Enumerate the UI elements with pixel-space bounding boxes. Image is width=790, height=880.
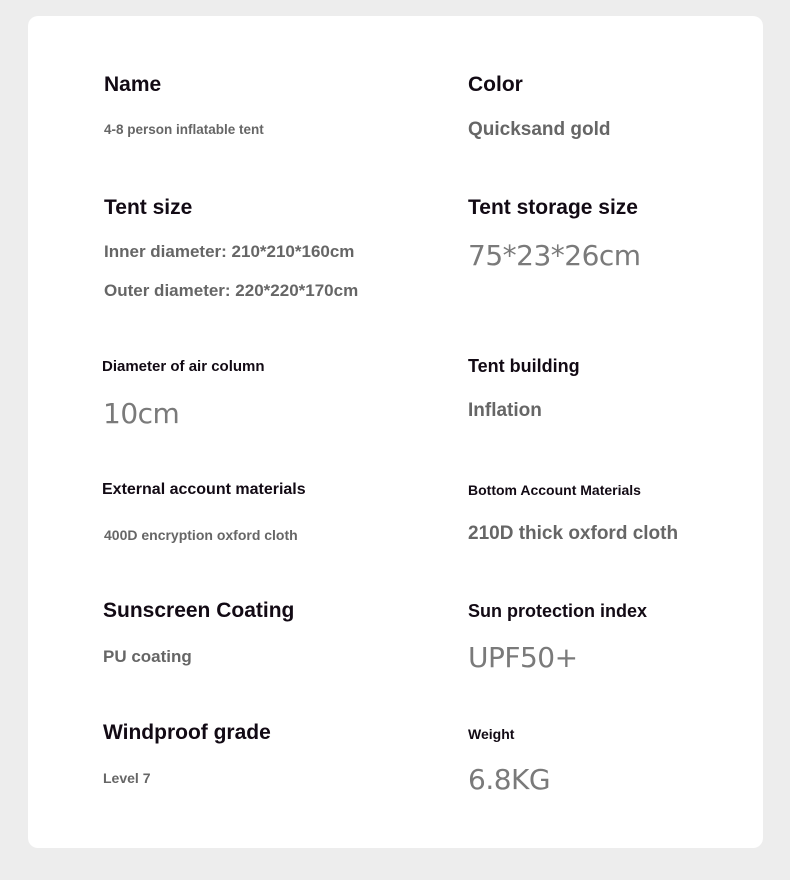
spec-label: Diameter of air column xyxy=(102,358,265,375)
spec-value: PU coating xyxy=(103,647,192,666)
spec-label: Name xyxy=(104,73,162,96)
spec-value: 6.8KG xyxy=(468,763,551,796)
spec-sunscreen-coating xyxy=(103,600,294,621)
spec-external-materials xyxy=(102,482,306,498)
spec-tent-building xyxy=(468,357,580,375)
spec-value: UPF50+ xyxy=(468,641,578,674)
spec-tent-size xyxy=(104,197,192,218)
spec-label: Tent size xyxy=(104,196,193,219)
spec-weight-value-wrap xyxy=(468,763,551,796)
spec-value: 75*23*26cm xyxy=(468,239,641,272)
spec-bottom-materials-value-wrap xyxy=(468,524,678,543)
spec-sunscreen-coating-value-wrap xyxy=(103,648,192,665)
spec-value: 4-8 person inflatable tent xyxy=(104,122,264,137)
spec-value: Inner diameter: 210*210*160cm xyxy=(104,242,355,261)
spec-value: Level 7 xyxy=(103,770,151,786)
spec-label: Tent storage size xyxy=(468,196,638,219)
spec-name xyxy=(104,74,161,95)
spec-bottom-materials xyxy=(468,483,641,497)
spec-tent-size-inner xyxy=(104,243,354,260)
spec-label: Weight xyxy=(468,726,515,742)
spec-tent-size-outer xyxy=(104,282,358,299)
spec-label: Tent building xyxy=(468,356,580,376)
spec-value: 10cm xyxy=(103,397,180,430)
spec-windproof-grade-value-wrap xyxy=(103,771,150,785)
spec-external-materials-value-wrap xyxy=(104,528,298,542)
spec-label: External account materials xyxy=(102,481,306,498)
spec-sun-protection-index xyxy=(468,602,647,620)
spec-value: 400D encryption oxford cloth xyxy=(104,527,298,543)
spec-label: Bottom Account Materials xyxy=(468,482,641,498)
spec-color xyxy=(468,74,523,95)
spec-air-column-value-wrap xyxy=(103,397,180,430)
spec-tent-storage-size-value-wrap xyxy=(468,239,641,272)
spec-value: Outer diameter: 220*220*170cm xyxy=(104,281,359,300)
spec-windproof-grade xyxy=(103,722,271,743)
spec-color-value-wrap xyxy=(468,120,611,139)
spec-sun-protection-index-value-wrap xyxy=(468,641,578,674)
spec-label: Color xyxy=(468,73,523,96)
spec-weight xyxy=(468,727,514,741)
spec-air-column xyxy=(102,359,265,374)
spec-label: Sunscreen Coating xyxy=(103,599,295,622)
spec-tent-building-value-wrap xyxy=(468,401,542,420)
spec-value: Quicksand gold xyxy=(468,119,611,140)
spec-value: 210D thick oxford cloth xyxy=(468,523,679,544)
spec-label: Sun protection index xyxy=(468,601,648,621)
spec-tent-storage-size xyxy=(468,197,638,218)
spec-name-value-wrap xyxy=(104,123,264,137)
spec-label: Windproof grade xyxy=(103,721,271,744)
spec-value: Inflation xyxy=(468,400,542,421)
